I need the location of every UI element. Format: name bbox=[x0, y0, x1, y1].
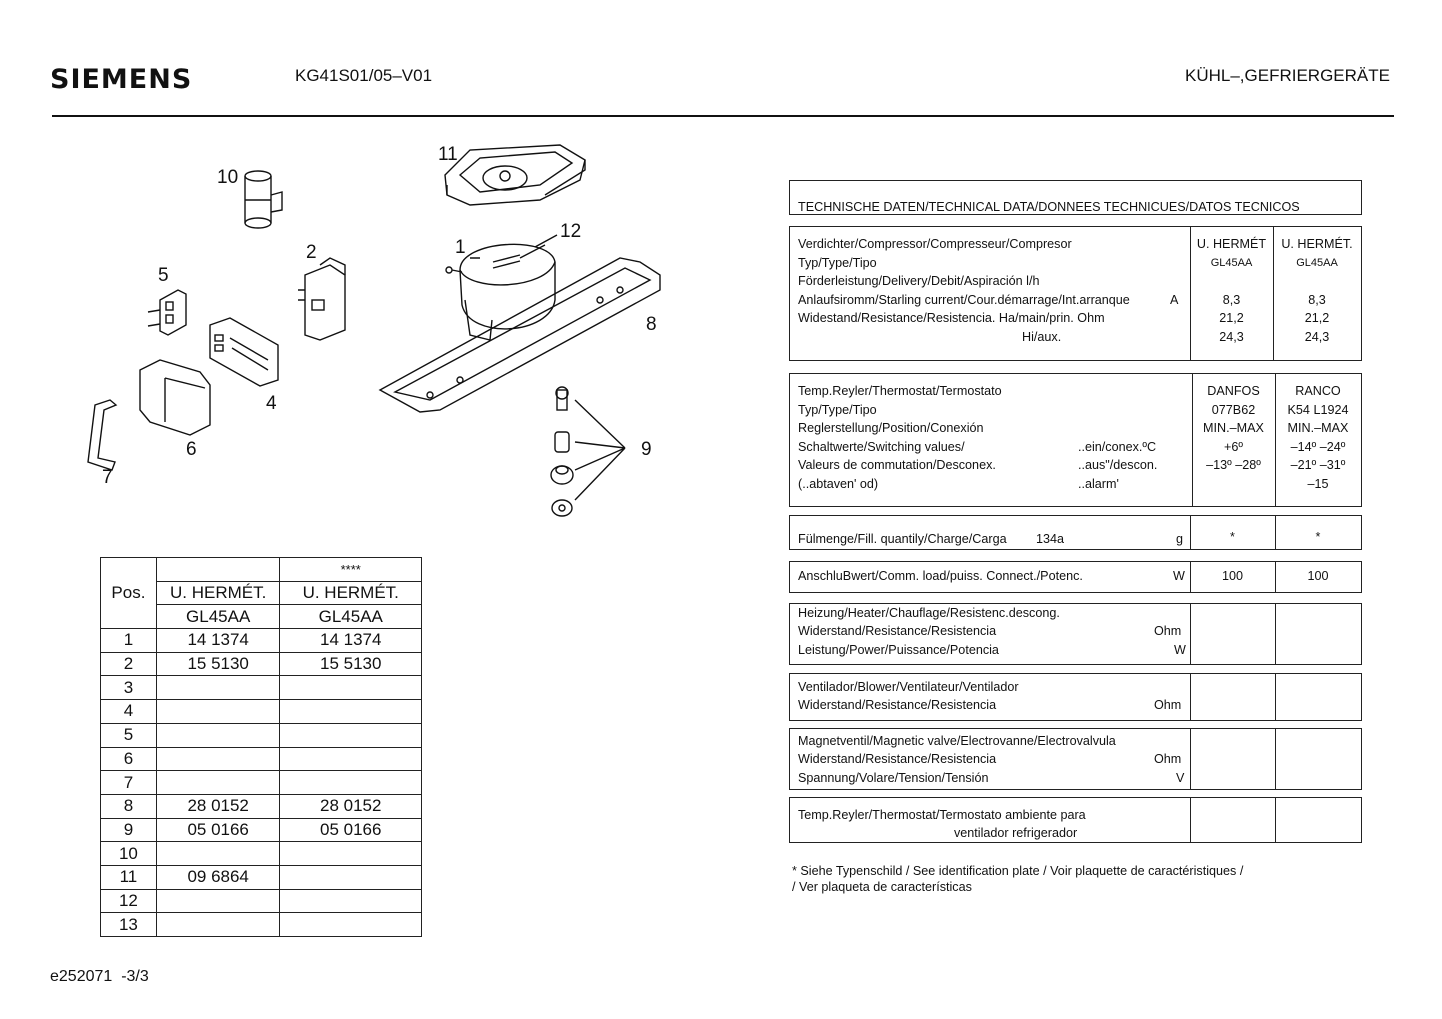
relay-cover-drawing bbox=[210, 318, 278, 386]
callout-11: 11 bbox=[438, 144, 458, 165]
heater-box: Heizung/Heater/Chauflage/Resistenc.descong. Widerstand/Resistance/Resistencia Ohm Leistung/Power/Puissance/Potencia W bbox=[789, 603, 1362, 665]
model-number: KG41S01/05–V01 bbox=[295, 66, 433, 85]
table-row: 1 14 1374 14 1374 bbox=[101, 629, 422, 653]
footnote-line-1: * Siehe Typenschild / See identification plate / Voir plaquette de caractéristiques / bbox=[792, 864, 1244, 878]
callout-4: 4 bbox=[266, 393, 277, 414]
header-divider bbox=[52, 115, 1394, 117]
table-row: 11 09 6864 bbox=[101, 865, 422, 889]
base-plate-drawing bbox=[380, 258, 660, 412]
footnote-line-2: / Ver plaqueta de características bbox=[792, 880, 972, 894]
ambient-thermostat-box: Temp.Reyler/Thermostat/Termostato ambiente para ventilador refrigerador bbox=[789, 797, 1362, 843]
tech-title-box bbox=[789, 180, 1362, 215]
table-row: 7 bbox=[101, 771, 422, 795]
col2-name: U. HERMÉT. bbox=[280, 581, 422, 605]
table-row: 4 bbox=[101, 700, 422, 724]
table-row: 9 05 0166 05 0166 bbox=[101, 818, 422, 842]
tech-title: TECHNISCHE DATEN/TECHNICAL DATA/DONNEES TECHNICUES/DATOS TECNICOS bbox=[798, 200, 1300, 214]
start-relay-drawing bbox=[298, 258, 345, 340]
document-code: e252071 bbox=[50, 968, 113, 985]
exploded-parts-diagram bbox=[70, 130, 720, 530]
callout-12: 12 bbox=[560, 221, 582, 242]
blower-box: Ventilador/Blower/Ventilateur/Ventilador Widerstand/Resistance/Resistencia Ohm bbox=[789, 673, 1362, 721]
callout-6: 6 bbox=[186, 439, 197, 460]
page-number: -3/3 bbox=[121, 968, 149, 985]
callout-2: 2 bbox=[306, 242, 317, 263]
table-row: 10 bbox=[101, 842, 422, 866]
capacitor-drawing bbox=[245, 171, 282, 228]
pos-header: Pos. bbox=[101, 558, 157, 629]
table-row: 8 28 0152 28 0152 bbox=[101, 794, 422, 818]
brand-logo: SIEMENS bbox=[50, 64, 193, 95]
table-row: 3 bbox=[101, 676, 422, 700]
table-row: 12 bbox=[101, 889, 422, 913]
table-row: 5 bbox=[101, 723, 422, 747]
compressor-box: Verdichter/Compressor/Compresseur/Compresor Typ/Type/Tipo Förderleistung/Delivery/Debit/Aspiración l/h Anlaufsiromm/Starling current/Cour.démarrage/Int.arranque A Widestand/Resistance/Resistencia. Ha/main/prin. Ohm Hi/aux. U. HERMÉT GL45AA 8,3 21,2 24,3 U. HERMÉT. GL45AA 8,3 21,2 24,3 bbox=[789, 226, 1362, 361]
table-row: 13 bbox=[101, 913, 422, 937]
connected-load-box: AnschluBwert/Comm. load/puiss. Connect./Potenc. W 100 100 bbox=[789, 561, 1362, 593]
thermostat-box: Temp.Reyler/Thermostat/Termostato Typ/Type/Tipo Reglerstellung/Position/Conexión Schaltwerte/Switching values/ ..ein/conex.ºC Valeurs de commutation/Desconex. ..aus"/descon. (..abtaven' od) ..alarm' DANFOS 077B62 MIN.–MAX +6º –13º –28º RANCO K54 L1924 MIN.–MAX –14º –24º –21º –31º –15 bbox=[789, 373, 1362, 507]
terminal-block-drawing bbox=[148, 290, 186, 335]
compressor-drawing bbox=[446, 244, 555, 340]
magnetic-valve-box: Magnetventil/Magnetic valve/Electrovanne/Electrovalvula Widerstand/Resistance/Resistencia Ohm Spannung/Volare/Tension/Tensión V bbox=[789, 728, 1362, 790]
parts-table bbox=[100, 557, 422, 937]
col1-name: U. HERMÉT. bbox=[156, 581, 280, 605]
table-row: 2 15 5130 15 5130 bbox=[101, 652, 422, 676]
callout-8: 8 bbox=[646, 314, 657, 335]
callout-10: 10 bbox=[217, 167, 239, 188]
callout-9: 9 bbox=[641, 439, 652, 460]
fan-housing-drawing bbox=[445, 145, 585, 205]
table-row: 6 bbox=[101, 747, 422, 771]
callout-7: 7 bbox=[102, 467, 113, 488]
callout-1: 1 bbox=[455, 237, 466, 258]
page-id bbox=[50, 968, 149, 986]
overload-protector-drawing bbox=[140, 360, 210, 435]
clip-drawing bbox=[88, 400, 116, 470]
fasteners-drawing bbox=[551, 387, 625, 516]
callout-5: 5 bbox=[158, 265, 169, 286]
col1-model: GL45AA bbox=[156, 605, 280, 629]
stars-marker: **** bbox=[280, 558, 422, 582]
fill-quantity-box: Fülmenge/Fill. quantily/Charge/Carga 134a g * * bbox=[789, 515, 1362, 550]
product-category: KÜHL–,GEFRIERGERÄTE bbox=[1185, 66, 1390, 85]
col2-model: GL45AA bbox=[280, 605, 422, 629]
